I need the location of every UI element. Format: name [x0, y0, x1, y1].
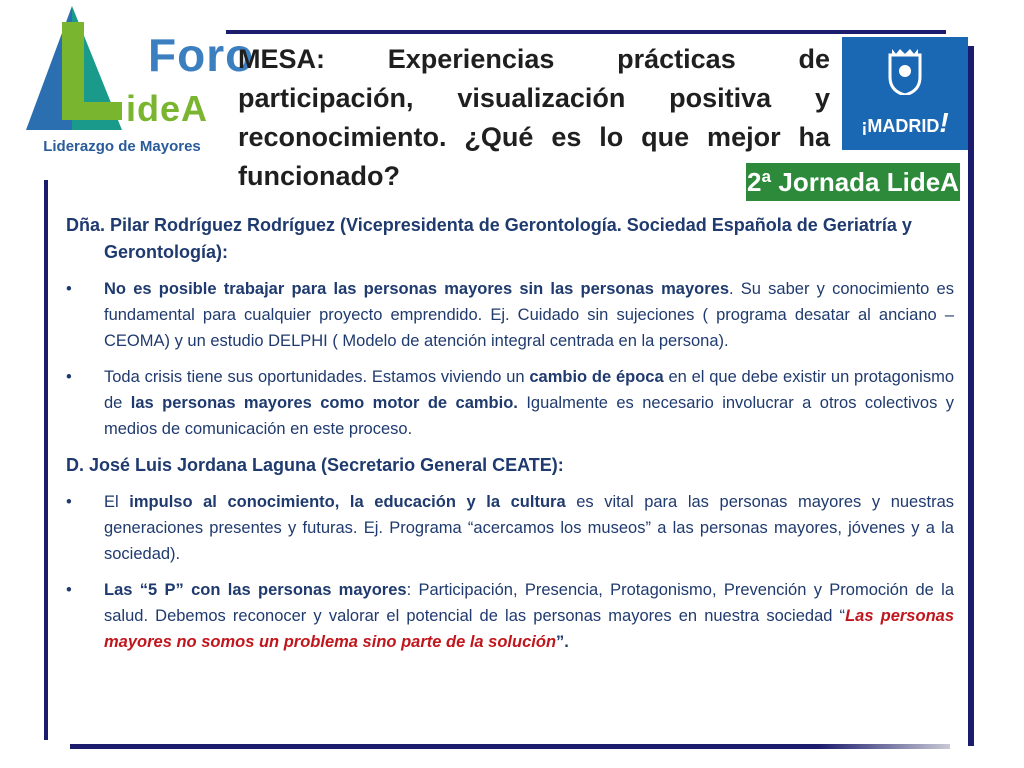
- body-text: El: [104, 493, 130, 511]
- frame-bottom-line: [70, 744, 950, 749]
- madrid-crest-icon: [886, 47, 924, 95]
- madrid-name: MADRID: [867, 116, 940, 136]
- bullet-icon: •: [66, 368, 72, 386]
- bold-text: No es posible trabajar para las personas mayores sin las personas mayores: [104, 280, 729, 298]
- madrid-pre: ¡: [861, 116, 868, 136]
- madrid-post: !: [939, 107, 949, 138]
- body-text: en el que debe existir un protagonismo de: [104, 368, 955, 412]
- foro-lidea-logo: [22, 2, 255, 162]
- logo-foro-text: Foro: [148, 29, 255, 81]
- quote-text: Las personas mayores no somos un problema sino parte de la solución: [104, 607, 954, 651]
- speaker-heading-2: D. José Luis Jordana Laguna (Secretario General CEATE):: [66, 455, 564, 475]
- bold-text: ”.: [556, 633, 569, 651]
- body-text: es vital para las personas mayores y nuestras generaciones presentes y futuras. Ej. Programa “acercamos los museos” a las personas mayores, jóvenes y a la sociedad).: [104, 493, 954, 563]
- frame-top-line: [226, 30, 946, 34]
- madrid-logo: [842, 37, 968, 150]
- slide-body: [66, 212, 954, 665]
- frame-left-line: [44, 180, 48, 740]
- slide-title: MESA: Experiencias prácticas de participación, visualización positiva y reconocimiento. ¿Qué es lo que mejor ha funcionado?: [238, 44, 830, 191]
- list-item: [66, 577, 954, 655]
- list-item: [66, 364, 954, 442]
- bullet-list-1: [66, 276, 954, 442]
- bold-text: Las “5 P” con las personas mayores: [104, 581, 407, 599]
- bold-text: cambio de época: [529, 368, 664, 386]
- body-text: Toda crisis tiene sus oportunidades. Estamos viviendo un: [104, 368, 530, 386]
- bullet-icon: •: [66, 280, 72, 298]
- bullet-list-2: [66, 489, 954, 655]
- list-item: [66, 489, 954, 567]
- jornada-badge: 2ª Jornada LideA: [746, 163, 960, 201]
- body-text: Igualmente es necesario involucrar a otros colectivos y medios de comunicación en este proceso.: [104, 394, 954, 438]
- body-text: . Su saber y conocimiento es fundamental para cualquier proyecto emprendido. Ej. Cuidado sin sujeciones ( programa desatar al anciano – CEOMA) y un estudio DELPHI ( Modelo de atención integral centrada en la persona).: [104, 280, 954, 350]
- list-item: [66, 276, 954, 354]
- frame-right-line: [968, 46, 974, 746]
- logo-subtitle: Liderazgo de Mayores: [43, 138, 201, 155]
- bullet-icon: •: [66, 581, 72, 599]
- body-text: : Participación, Presencia, Protagonismo, Prevención y Promoción de la salud. Debemos reconocer y valorar el potencial de las personas mayores en nuestra sociedad “: [104, 581, 954, 625]
- speaker-heading-1: Dña. Pilar Rodríguez Rodríguez (Vicepresidenta de Gerontología. Sociedad Española de Geriatría y Gerontología):: [66, 215, 912, 262]
- logo-idea-text: ideA: [126, 88, 209, 129]
- bold-text: impulso al conocimiento, la educación y la cultura: [129, 493, 566, 511]
- bold-text: las personas mayores como motor de cambio.: [130, 394, 518, 412]
- bullet-icon: •: [66, 493, 72, 511]
- madrid-label: [842, 107, 968, 139]
